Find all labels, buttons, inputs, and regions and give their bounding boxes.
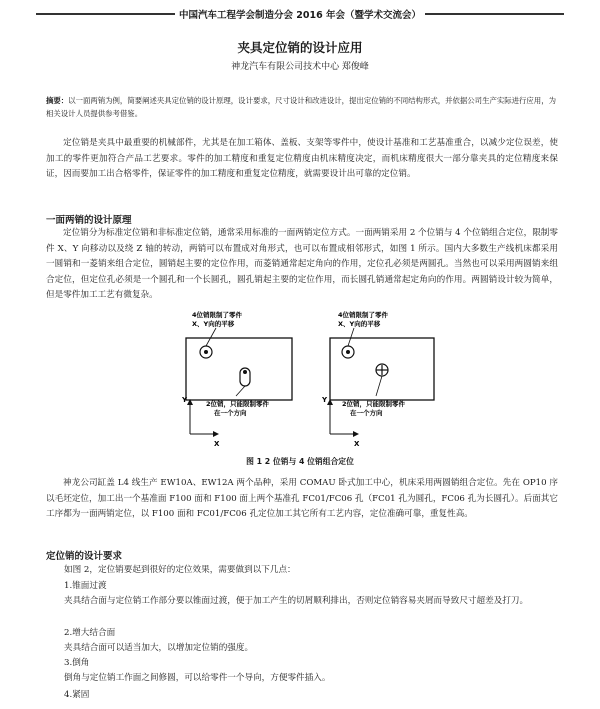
figure-1 [0, 308, 600, 458]
right-top-leader [348, 328, 354, 346]
intro-text: 定位销是夹具中最重要的机械部件，尤其是在加工箱体、盖板、支架等零件中，使设计基准和工艺基准重合，以减少定位误差，使加工的零件更加符合产品工艺要求。零件的加工精度和重复定位精度由机床精度决定，而机床精度很大一部分靠夹具的定位精度来保证，因而要加工出合格零件，保证零件的加工精度和重复定位精度，就需要设计出可靠的定位销。 [46, 138, 558, 179]
author-line: 神龙汽车有限公司技术中心 郑俊峰 [231, 62, 369, 72]
section1-text: 定位销分为标准定位销和非标准定位销，通常采用标准的一面两销定位方式。一面两销采用 2 个位销与 4 个位销组合定位，限制零件 X、Y 向移动以及绕 Z 轴的转动，两销可以布置成对角形式，也可以布置成相邻形式，如图 1 所示。国内大多数生产线机床都采用一圆销和一菱销来组合定位，圆销起主要的定位作用，而菱销通常起定角向的作用，定位孔必须是两圆孔。当然也可以采用两圆销来组合定位，但定位孔必须是一个圆孔和一个长圆孔，圆孔销起主要的定位作用，而长圆孔销通常起定角向的作用。两圆销设计较为简单，但是零件加工工艺有微复杂。 [46, 228, 558, 300]
left-bottom-label-1: 2位销，只能限制零件 [206, 400, 270, 408]
right-diamond-pin [376, 364, 388, 376]
left-top-label-1: 4位销限制了零件 [192, 311, 243, 319]
left-round-pin [200, 346, 212, 358]
item-2-label: 2.增大结合面 [64, 628, 116, 638]
item-1-text: 夹具结合面与定位销工作部分要以锥面过渡，便于加工产生的切屑顺利排出，否则定位销容易夹屑而导致尺寸超差及打刀。 [64, 596, 529, 606]
figure-caption: 图 1 2 位销与 4 位销组合定位 [246, 457, 354, 466]
journal-header [36, 6, 564, 22]
para2-text: 神龙公司缸盖 L4 线生产 EW10A、EW12A 两个品种，采用 COMAU 卧式加工中心，机床采用两圆销组合定位。先在 OP10 序以毛坯定位，加工出一个基准面 F100 面和 F100 面上两个基准孔 FC01/FC06 孔（FC01 孔为圆孔，FC06 孔为长圆孔）。后面其它工序都为一面两销定位，以 F100 面和 FC01/FC06 孔定位加工其它所有工艺内容，定位准确可靠，重复性高。 [46, 478, 558, 519]
left-top-leader [206, 328, 216, 346]
abstract [46, 94, 562, 120]
intro-paragraph [46, 136, 558, 183]
section2-intro: 如图 2，定位销要起到很好的定位效果，需要做到以下几点： [64, 565, 296, 575]
section1-paragraph [46, 226, 558, 304]
header-rule-right [425, 13, 564, 15]
left-bottom-label-2: 在一个方向 [214, 409, 247, 417]
right-round-pin [342, 346, 354, 358]
right-bottom-label-1: 2位销，只能限制零件 [342, 400, 406, 408]
left-top-label-2: X、Y向的平移 [192, 320, 235, 328]
item-1-label: 1.锥面过渡 [64, 581, 107, 591]
section2-heading: 定位销的设计要求 [46, 551, 123, 562]
section1-heading: 一面两销的设计原理 [46, 215, 132, 226]
right-bottom-label-2: 在一个方向 [350, 409, 383, 417]
header-text: 中国汽车工程学会制造分会 2016 年会（暨学术交流会） [178, 10, 422, 21]
right-y-label: Y [322, 396, 328, 404]
right-top-label-2: X、Y向的平移 [338, 320, 381, 328]
left-x-label: X [214, 440, 220, 448]
left-diamond-pin [240, 368, 250, 386]
item-3-text: 倒角与定位销工作面之间修圆，可以给零件一个导向，方便零件插入。 [64, 673, 331, 683]
abstract-label: 摘要： [46, 96, 69, 105]
right-top-label-1: 4位销限制了零件 [338, 311, 389, 319]
left-bottom-leader [236, 386, 245, 396]
left-y-label: Y [182, 396, 188, 404]
para2 [46, 476, 558, 523]
item-4-label: 4.紧固 [64, 690, 90, 700]
right-x-label: X [354, 440, 360, 448]
paper-title: 夹具定位销的设计应用 [237, 40, 363, 55]
abstract-text: 以一面两销为例，简要阐述夹具定位销的设计原理，设计要求，尺寸设计和改进设计，提出定位销的不同结构形式，并依据公司生产实际进行应用，为相关设计人员提供参考借鉴。 [46, 96, 556, 118]
right-bottom-leader [376, 376, 382, 396]
header-rule-left [36, 13, 175, 15]
item-2-text: 夹具结合面可以适当加大，以增加定位销的强度。 [64, 643, 254, 653]
item-3-label: 3.倒角 [64, 658, 90, 668]
